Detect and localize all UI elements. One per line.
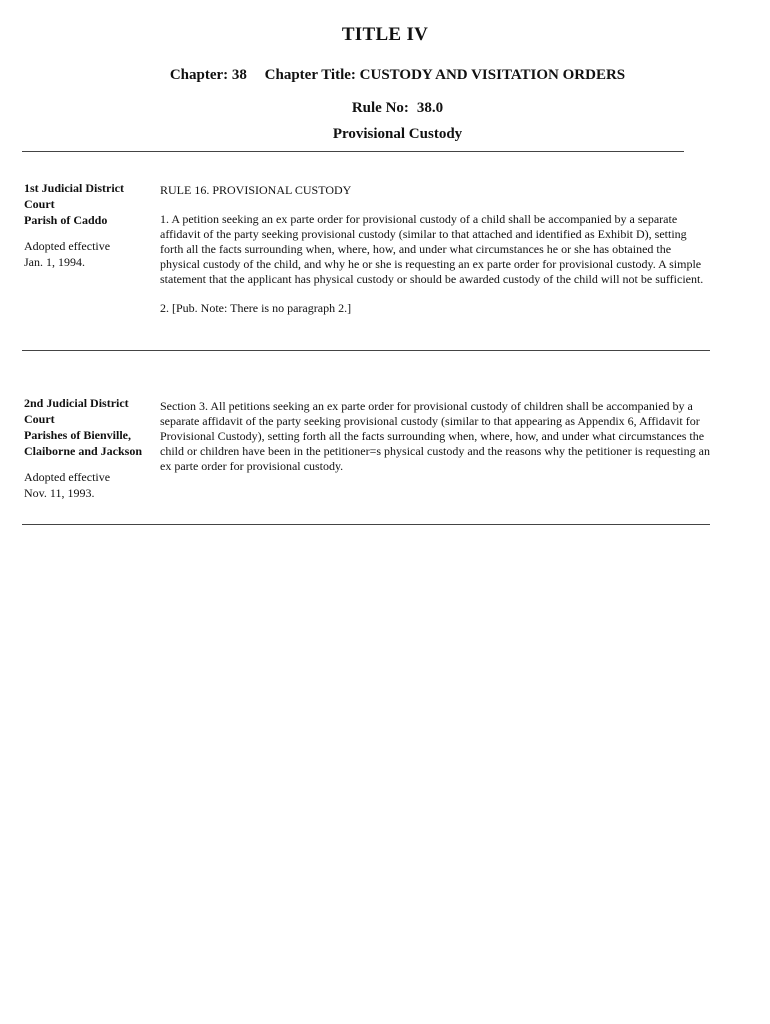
divider: [22, 524, 710, 525]
adopted-effective: [24, 238, 144, 270]
adopted-label: Adopted effective: [24, 239, 111, 253]
chapter-number: 38: [231, 67, 247, 83]
rule-number-line: [0, 100, 770, 117]
court-parish: Parishes of Bienville, Claiborne and Jackson: [24, 428, 143, 458]
adopted-label: Adopted effective: [24, 470, 111, 484]
rule-subtitle: Provisional Custody: [332, 126, 463, 142]
document-title: TITLE IV: [341, 24, 429, 45]
chapter-title: CUSTODY AND VISITATION ORDERS: [359, 67, 626, 83]
court-info: [24, 180, 144, 270]
divider: [22, 151, 684, 152]
adopted-date: Jan. 1, 1994.: [24, 255, 85, 269]
chapter-line: [0, 67, 770, 84]
rule-label: Rule No:: [351, 100, 409, 116]
court-name: 2nd Judicial District Court: [24, 396, 129, 426]
rule-paragraph: 1. A petition seeking an ex parte order for provisional custody of a child shall be accompanied by a separate affidavit of the party seeking provisional custody (similar to that attached and identified as Exhibit D), setting forth all the facts surrounding when, where, how, and under what circumstances he or she has obtained the physical custody of the child, and why he or she is requesting an ex parte order for provisional custody. A simple statement that the applicant has physical custody or should be awarded custody of the child will not be sufficient.: [160, 212, 704, 286]
rule-text: [160, 399, 710, 488]
court-info: [24, 395, 144, 501]
court-parish: Parish of Caddo: [24, 213, 108, 227]
rule-number: 38.0: [416, 100, 444, 116]
adopted-date: Nov. 11, 1993.: [24, 486, 95, 500]
chapter-title-label: Chapter Title:: [264, 67, 356, 83]
chapter-label: Chapter:: [169, 67, 229, 83]
court-name: 1st Judicial District Court: [24, 181, 124, 211]
adopted-effective: [24, 469, 144, 501]
divider: [22, 350, 710, 351]
rule-text: [160, 183, 710, 330]
rule-paragraph: Section 3. All petitions seeking an ex parte order for provisional custody of children shall be accompanied by a separate affidavit of the party seeking provisional custody (similar to that appearing as Appendix 6, Affidavit for Provisional Custody), setting forth all the facts surrounding when, where, how, and under what circumstances the child or children have been in the petitioner=s physical custody and the reasons why the petitioner is requesting an ex parte order for provisional custody.: [160, 399, 710, 473]
rule-paragraph: 2. [Pub. Note: There is no paragraph 2.]: [160, 301, 352, 315]
rule-heading: RULE 16. PROVISIONAL CUSTODY: [160, 183, 352, 197]
